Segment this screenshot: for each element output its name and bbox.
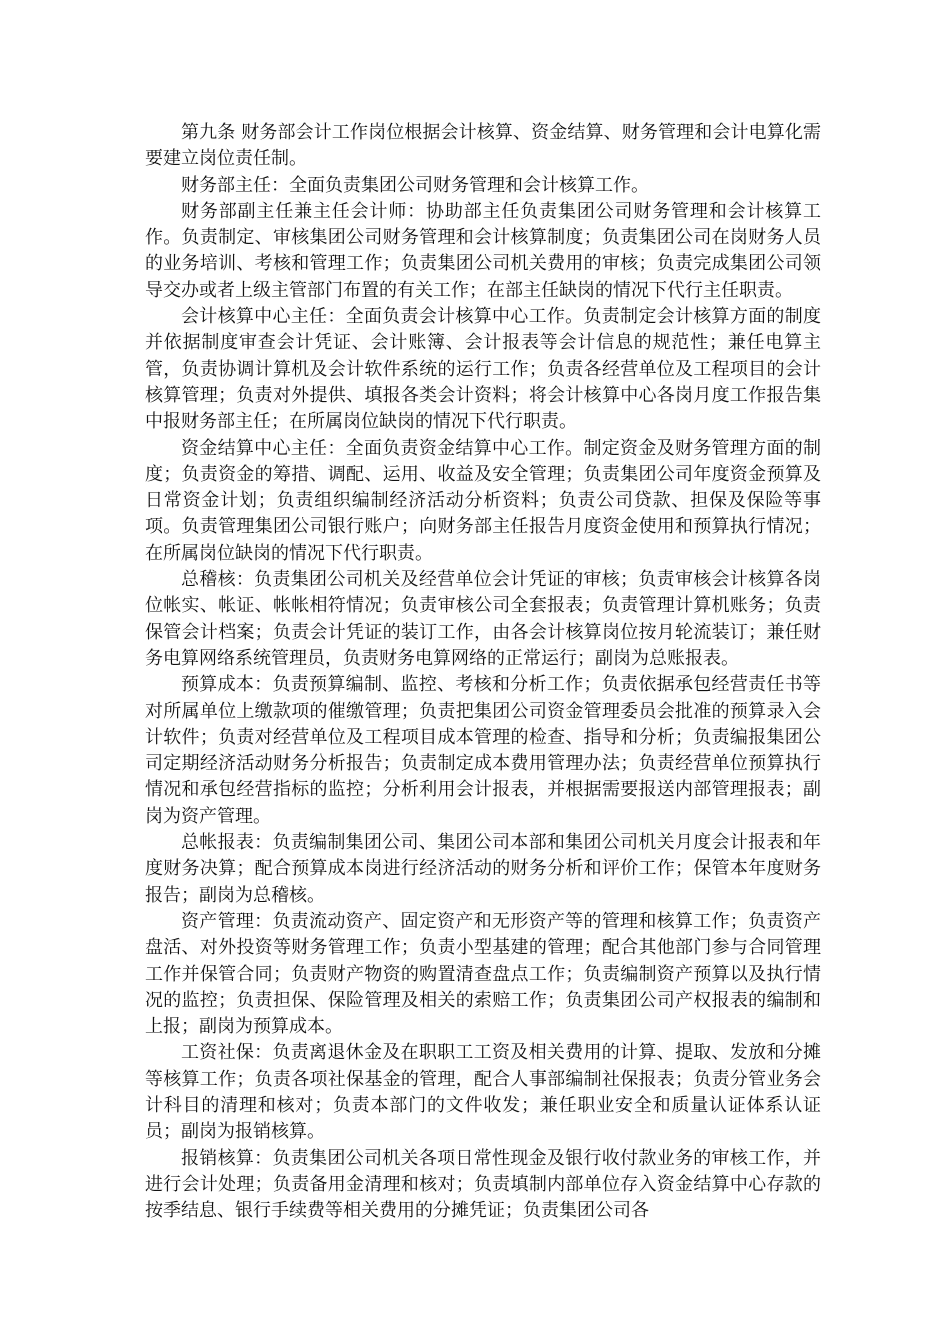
chief-auditor-paragraph: 总稽核：负责集团公司机关及经营单位会计凭证的审核；负责审核会计核算各岗位帐实、帐证、帐帐相符情况；负责审核公司全套报表；负责管理计算机账务；负责保管会计档案；负责会计凭证的装订工作，由各会计核算岗位按月轮流装订；兼任财务电算网络系统管理员，负责财务电算网络的正常运行；副岗为总账报表。 bbox=[145, 569, 821, 669]
budget-cost-paragraph: 预算成本：负责预算编制、监控、考核和分析工作；负责依据承包经营责任书等对所属单位上缴款项的催缴管理；负责把集团公司资金管理委员会批准的预算录入会计软件；负责对经营单位及工程项目成本管理的检查、指导和分析；负责编报集团公司定期经济活动财务分析报告；负责制定成本费用管理办法；负责经营单位预算执行情况和承包经营指标的监控；分析利用会计报表，并根据需要报送内部管理报表；副岗为资产管理。 bbox=[145, 674, 821, 827]
payroll-social-security-paragraph: 工资社保：负责离退休金及在职职工工资及相关费用的计算、提取、发放和分摊等核算工作；负责各项社保基金的管理，配合人事部编制社保报表；负责分管业务会计科目的清理和核对；负责本部门的文件收发；兼任职业安全和质量认证体系认证员；副岗为报销核算。 bbox=[145, 1042, 821, 1143]
finance-director-paragraph: 财务部主任：全面负责集团公司财务管理和会计核算工作。 bbox=[181, 174, 649, 196]
asset-management-paragraph: 资产管理：负责流动资产、固定资产和无形资产等的管理和核算工作；负责资产盘活、对外投资等财务管理工作；负责小型基建的管理；配合其他部门参与合同管理工作并保管合同；负责财产物资的购置清查盘点工作；负责编制资产预算以及执行情况的监控；负责担保、保险管理及相关的索赔工作；负责集团公司产权报表的编制和上报；副岗为预算成本。 bbox=[145, 910, 821, 1038]
reimbursement-accounting-paragraph: 报销核算：负责集团公司机关各项日常性现金及银行收付款业务的审核工作，并进行会计处理；负责备用金清理和核对；负责填制内部单位存入资金结算中心存款的按季结息、银行手续费等相关费用的分摊凭证；负责集团公司各 bbox=[145, 1147, 821, 1222]
accounting-center-director-paragraph: 会计核算中心主任：全面负责会计核算中心工作。负责制定会计核算方面的制度并依据制度审查会计凭证、会计账簿、会计报表等会计信息的规范性；兼任电算主管，负责协调计算机及会计软件系统的运行工作；负责各经营单位及工程项目的会计核算管理；负责对外提供、填报各类会计资料；将会计核算中心各岗月度工作报告集中报财务部主任；在所属岗位缺岗的情况下代行职责。 bbox=[145, 306, 821, 433]
article-9-paragraph: 第九条 财务部会计工作岗位根据会计核算、资金结算、财务管理和会计电算化需要建立岗位责任制。 bbox=[145, 122, 821, 170]
document-page bbox=[145, 120, 821, 1224]
deputy-director-paragraph: 财务部副主任兼主任会计师：协助部主任负责集团公司财务管理和会计核算工作。负责制定、审核集团公司财务管理和会计核算制度；负责集团公司在岗财务人员的业务培训、考核和管理工作；负责集团公司机关费用的审核；负责完成集团公司领导交办或者上级主管部门布置的有关工作；在部主任缺岗的情况下代行主任职责。 bbox=[145, 200, 821, 301]
general-ledger-paragraph: 总帐报表：负责编制集团公司、集团公司本部和集团公司机关月度会计报表和年度财务决算；配合预算成本岗进行经济活动的财务分析和评价工作；保管本年度财务报告；副岗为总稽核。 bbox=[145, 832, 821, 906]
settlement-center-director-paragraph: 资金结算中心主任：全面负责资金结算中心工作。制定资金及财务管理方面的制度；负责资金的筹措、调配、运用、收益及安全管理；负责集团公司年度资金预算及日常资金计划；负责组织编制经济活动分析资料；负责公司贷款、担保及保险等事项。负责管理集团公司银行账户；向财务部主任报告月度资金使用和预算执行情况；在所属岗位缺岗的情况下代行职责。 bbox=[145, 437, 821, 564]
